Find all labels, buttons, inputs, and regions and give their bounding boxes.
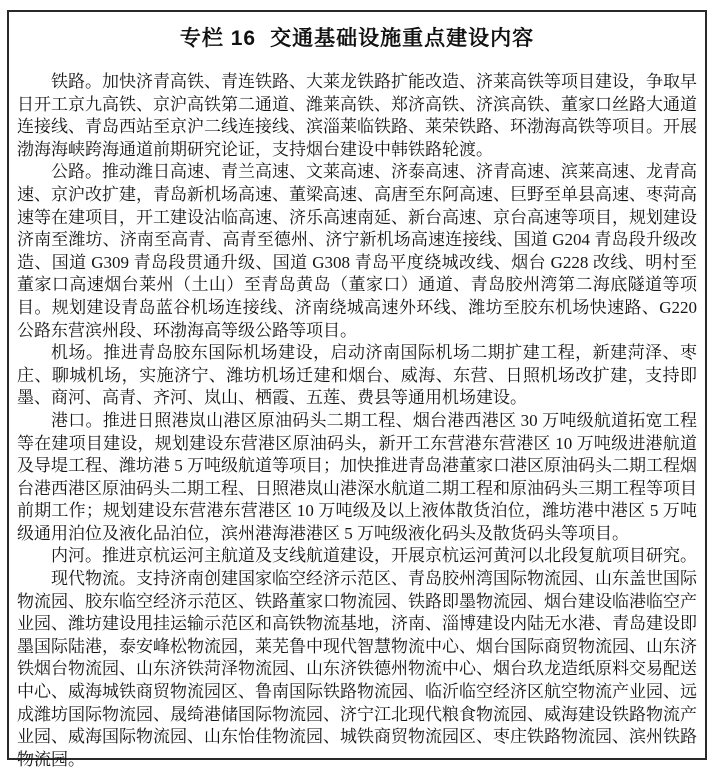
paragraph-highway: 公路。推动潍日高速、青兰高速、文莱高速、济泰高速、济青高速、滨莱高速、龙青高速、京沪改扩建，青岛新机场高速、董梁高速、高唐至东阿高速、巨野至单县高速、枣菏高速等在建项目，开工建设沾临高速、济乐高速南延、新台高速、京台高速等项目，规划建设济南至潍坊、济南至高青、高青至德州、济宁新机场高速连接线、国道 G204 青岛段升级改造、国道 G309 青岛段贯通升级、国道 G308 青岛平度绕城改线、烟台 G228 改线、明村至董家口高速烟台莱州（土山）至青岛黄岛（董家口）通道、青岛胶州湾第二海底隧道等项目。规划建设青岛蓝谷机场连接线、济南绕城高速外环线、潍坊至胶东机场快速路、G220 公路东营滨州段、环渤海高等级公路等项目。 [17, 162, 697, 340]
panel-body [17, 71, 697, 771]
panel-title-text: 交通基础设施重点建设内容 [270, 27, 535, 50]
paragraph-port: 港口。推进日照港岚山港区原油码头二期工程、烟台港西港区 30 万吨级航道拓宽工程等在建项目建设，规划建设东营港区原油码头，新开工东营港东营港区 10 万吨级进港航道及导堤工程、潍坊港 5 万吨级航道等项目；加快推进青岛港董家口港区原油码头二期工程烟台港西港区原油码头二期工程、日照港岚山港深水航道二期工程和原油码头三期工程等项目前期工作；规划建设东营港东营港区 10 万吨级及以上液体散货泊位，潍坊港中港区 5 万吨级通用泊位及液化品泊位，滨州港海港港区 5 万吨级液化码头及散货码头等项目。 [17, 410, 697, 543]
panel-title [17, 27, 697, 51]
paragraph-airport: 机场。推进青岛胶东国际机场建设，启动济南国际机场二期扩建工程，新建菏泽、枣庄、聊城机场，实施济宁、潍坊机场迁建和烟台、威海、东营、日照机场改扩建，支持即墨、商河、高青、齐河、岚山、栖霞、五莲、费县等通用机场建设。 [17, 343, 697, 408]
column-16-panel [7, 10, 707, 769]
paragraph-modern-logistics: 现代物流。支持济南创建国家临空经济示范区、青岛胶州湾国际物流园、山东盖世国际物流园、胶东临空经济示范区、铁路董家口物流园、铁路即墨物流园、烟台建设临港临空产业园、潍坊建设甩挂运输示范区和高铁物流基地，济南、淄博建设内陆无水港、青岛建设即墨国际陆港，泰安峰松物流园，莱芜鲁中现代智慧物流中心、烟台国际商贸物流园、山东济铁烟台物流园、山东济铁菏泽物流园、山东济铁德州物流中心、烟台玖龙造纸原料交易配送中心、威海城铁商贸物流园区、鲁南国际铁路物流园、临沂临空经济区航空物流产业园、远成潍坊国际物流园、晟绮港储国际物流园、济宁江北现代粮食物流园、威海建设铁路物流产业园、威海国际物流园、山东怡佳物流园、城铁商贸物流园区、枣庄铁路物流园、滨州铁路物流园。 [17, 569, 697, 769]
paragraph-inland-waterway: 内河。推进京杭运河主航道及支线航道建设，开展京杭运河黄河以北段复航项目研究。 [51, 546, 697, 566]
panel-title-label: 专栏 16 [179, 27, 257, 50]
paragraph-railway: 铁路。加快济青高铁、青连铁路、大莱龙铁路扩能改造、济莱高铁等项目建设，争取早日开工京九高铁、京沪高铁第二通道、潍莱高铁、郑济高铁、济滨高铁、董家口丝路大通道连接线、青岛西站至京沪二线连接线、滨淄莱临铁路、莱荣铁路、环渤海高铁等项目。开展渤海海峡跨海通道前期研究论证，支持烟台建设中韩铁路轮渡。 [17, 72, 697, 159]
